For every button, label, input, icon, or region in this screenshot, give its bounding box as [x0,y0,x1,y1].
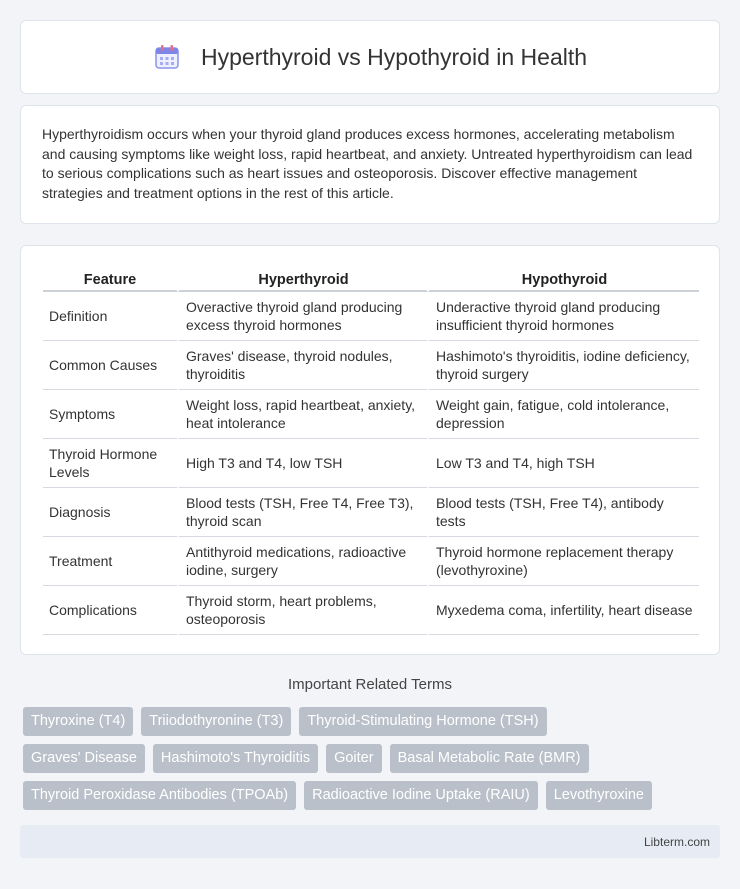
row-hyperthyroid: Graves' disease, thyroid nodules, thyroiditis [177,341,427,390]
row-hypothyroid: Weight gain, fatigue, cold intolerance, depression [427,390,699,439]
row-hypothyroid: Hashimoto's thyroiditis, iodine deficiency, thyroid surgery [427,341,699,390]
row-hypothyroid: Underactive thyroid gland producing insufficient thyroid hormones [427,292,699,341]
header-feature: Feature [43,266,177,292]
intro-card [20,105,720,224]
row-feature: Treatment [43,537,177,586]
page-title: Hyperthyroid vs Hypothyroid in Health [200,43,588,70]
tag-hashimotos-thyroiditis[interactable]: Hashimoto's Thyroiditis [153,744,318,773]
tag-row [23,781,723,810]
row-hyperthyroid: Thyroid storm, heart problems, osteoporosis [177,586,427,635]
table-row [43,488,699,537]
tag-bmr[interactable]: Basal Metabolic Rate (BMR) [390,744,589,773]
tag-levothyroxine[interactable]: Levothyroxine [546,781,652,810]
comparison-table [43,266,699,635]
row-feature: Common Causes [43,341,177,390]
table-row [43,341,699,390]
table-header-row [43,266,699,292]
row-hyperthyroid: Blood tests (TSH, Free T4, Free T3), thyroid scan [177,488,427,537]
header-card [20,20,720,94]
footer [20,825,720,858]
footer-site-link[interactable]: Libterm.com [643,834,710,849]
calendar-icon [153,43,181,71]
tag-tpoab[interactable]: Thyroid Peroxidase Antibodies (TPOAb) [23,781,296,810]
row-hyperthyroid: Antithyroid medications, radioactive iodine, surgery [177,537,427,586]
row-feature: Symptoms [43,390,177,439]
row-hypothyroid: Myxedema coma, infertility, heart disease [427,586,699,635]
tag-raiu[interactable]: Radioactive Iodine Uptake (RAIU) [304,781,538,810]
row-hypothyroid: Blood tests (TSH, Free T4), antibody tests [427,488,699,537]
tag-graves-disease[interactable]: Graves' Disease [23,744,145,773]
row-hypothyroid: Low T3 and T4, high TSH [427,439,699,488]
tag-thyroxine[interactable]: Thyroxine (T4) [23,707,133,736]
row-feature: Definition [43,292,177,341]
related-terms-tags [23,707,723,818]
tag-triiodothyronine[interactable]: Triiodothyronine (T3) [141,707,291,736]
table-row [43,439,699,488]
header-hyperthyroid: Hyperthyroid [177,266,427,292]
table-row [43,586,699,635]
tag-goiter[interactable]: Goiter [326,744,382,773]
row-feature: Diagnosis [43,488,177,537]
row-hyperthyroid: Weight loss, rapid heartbeat, anxiety, heat intolerance [177,390,427,439]
row-hypothyroid: Thyroid hormone replacement therapy (levothyroxine) [427,537,699,586]
row-feature: Thyroid Hormone Levels [43,439,177,488]
header-hypothyroid: Hypothyroid [427,266,699,292]
row-hyperthyroid: Overactive thyroid gland producing excess thyroid hormones [177,292,427,341]
table-row [43,537,699,586]
tag-row [23,744,723,773]
row-hyperthyroid: High T3 and T4, low TSH [177,439,427,488]
tag-tsh[interactable]: Thyroid-Stimulating Hormone (TSH) [299,707,546,736]
table-row [43,292,699,341]
tag-row [23,707,723,736]
related-terms-title: Important Related Terms [288,676,452,693]
intro-text: Hyperthyroidism occurs when your thyroid gland produces excess hormones, accelerating metabolism and causing symptoms like weight loss, rapid heartbeat, and anxiety. Untreated hyperthyroidism can lead to serious complications such as heart issues and osteoporosis. Discover effective management strategies and treatment options in the rest of this article. [42,126,693,201]
comparison-table-card [20,245,720,655]
row-feature: Complications [43,586,177,635]
table-row [43,390,699,439]
